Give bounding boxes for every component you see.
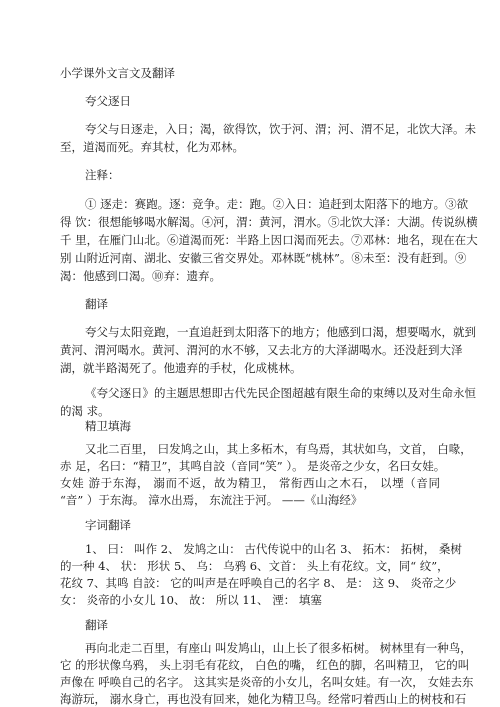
jingwei-translation-line-3: 声像在 呼唤自己的名字。 这其实是炎帝的小女儿，名叫女娃。有一次， 女娃去东 bbox=[60, 675, 474, 689]
jingwei-vocab-line-2: 的一种 4、 状： 形状 5、 乌： 乌鸦 6、文首： 头上有花纹。文，同“ 纹”， bbox=[60, 559, 449, 573]
kuafu-notes-line-4: 别 山附近河南、湖北、安徽三省交界处。邓林既“桃林”。⑧未至：没有赶到。⑨ bbox=[60, 251, 467, 265]
kuafu-theme-line-2: 的渴 求。 bbox=[60, 404, 110, 418]
kuafu-translation-line-1: 夸父与太阳竞跑，一直追赶到太阳落下的地方；他感到口渴，想要喝水，就到 bbox=[85, 325, 476, 339]
kuafu-notes-line-1: ① 逐走：赛跑。逐：竞争。走：跑。②入日：追赶到太阳落下的地方。③欲 bbox=[85, 197, 469, 211]
jingwei-translation-line-2: 它 的形状像乌鸦， 头上羽毛有花纹， 白色的嘴， 红色的脚，名叫精卫， 它的叫 bbox=[60, 658, 470, 672]
jingwei-vocab-line-3: 花纹 7、其鸣 自詨： 它的叫声是在呼唤自己的名字 8、 是： 这 9、 炎帝之少 bbox=[60, 576, 457, 590]
jingwei-vocab-line-1: 1、 曰： 叫作 2、 发鸠之山： 古代传说中的山名 3、 拓木： 拓树， 桑树 bbox=[85, 542, 462, 556]
kuafu-translation-line-3: 湖，就半路渴死了。他遗弃的手杖，化成桃林。 bbox=[60, 361, 302, 375]
jingwei-translation-line-1: 再向北走二百里，有座山 叫发鸠山，山上长了很多柘树。 树林里有一种鸟， bbox=[85, 641, 472, 655]
document-title: 小学课外文言文及翻译 bbox=[60, 66, 175, 80]
jingwei-vocab-title: 字词翻译 bbox=[85, 518, 131, 532]
kuafu-notes-line-2: 得 饮：很想能够喝水解渴。④河，渭：黄河，渭水。⑤北饮大泽：大湖。传说纵横 bbox=[60, 215, 478, 229]
jingwei-vocab-line-4: 女： 炎帝的小女儿 10、 故： 所以 11、 湮： 填塞 bbox=[60, 593, 322, 607]
kuafu-notes-line-3: 千 里，在雁门山北。⑥道渴而死：半路上因口渴而死去。⑦邓林：地名，现在在大 bbox=[60, 233, 478, 247]
kuafu-text-line-2: 至，道渴而死。弃其杖，化为邓林。 bbox=[60, 140, 244, 154]
kuafu-translation-title: 翻译 bbox=[85, 297, 108, 311]
kuafu-notes-title: 注释： bbox=[85, 168, 120, 182]
kuafu-text-line-1: 夸父与日逐走，入日；渴，欲得饮，饮于河、渭；河、渭不足，北饮大泽。未 bbox=[85, 122, 476, 136]
jingwei-translation-line-4: 海游玩， 溺水身亡，再也没有回来，她化为精卫鸟。经常叼着西山上的树枝和石 bbox=[60, 692, 467, 706]
jingwei-translation-title: 翻译 bbox=[85, 618, 108, 632]
jingwei-text-line-1: 又北二百里， 曰发鸠之山，其上多柘木，有鸟焉，其状如乌，文首， 白喙， bbox=[85, 442, 472, 456]
section-title-kuafu: 夸父逐日 bbox=[85, 94, 131, 108]
kuafu-translation-line-2: 黄河、渭河喝水。黄河、渭河的水不够，又去北方的大泽湖喝水。还没赶到大泽 bbox=[60, 343, 463, 357]
jingwei-text-line-4: “音” ）于东海。 漳水出焉， 东流注于河。 ——《山海经》 bbox=[60, 493, 363, 507]
kuafu-notes-line-5: 渴：他感到口渴。⑩弃：遗弃。 bbox=[60, 269, 221, 283]
jingwei-text-line-3: 女娃 游于东海， 溺而不返，故为精卫， 常衔西山之木石， 以堙（音同 bbox=[60, 476, 440, 490]
jingwei-text-line-2: 赤 足，名曰：“精卫”，其鸣自詨（音同“笑” ）。 是炎帝之少女，名曰女娃。 bbox=[60, 459, 446, 473]
kuafu-theme-line-1: 《夸父逐日》的主题思想即古代先民企图超越有限生命的束缚以及对生命永恒 bbox=[85, 386, 476, 400]
section-title-jingwei: 精卫填海 bbox=[85, 419, 131, 433]
